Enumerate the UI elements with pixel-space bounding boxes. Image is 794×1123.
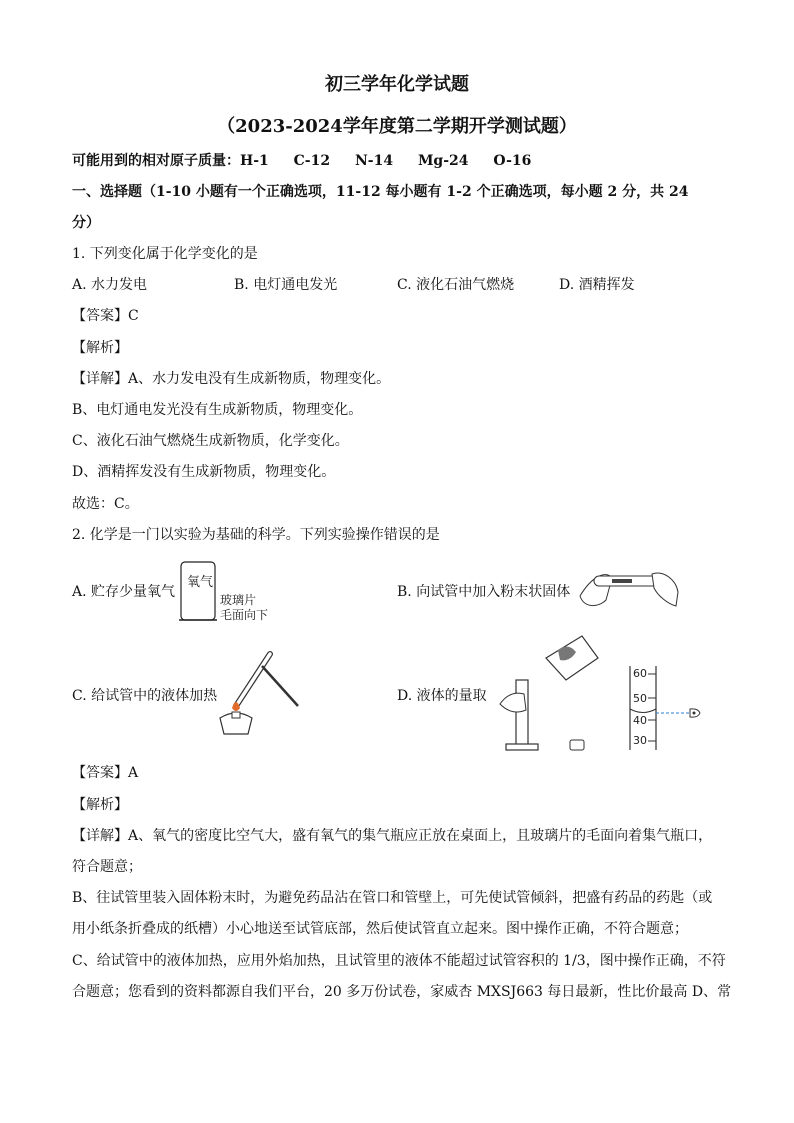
q2-option-c: C. 给试管中的液体加热	[72, 688, 218, 704]
gas-bottle-figure	[176, 556, 286, 628]
atomic-mass-line	[72, 151, 531, 171]
q2-analysis: 【解析】	[72, 797, 128, 813]
q2-detail-line: 符合题意；	[72, 859, 142, 875]
q1-detail-line: 故选：C。	[72, 496, 139, 512]
page-subtitle: （2023-2024学年度第二学期开学测试题）	[217, 116, 577, 137]
q1-option-c: C. 液化石油气燃烧	[397, 277, 515, 293]
question-1-stem: 1. 下列变化属于化学变化的是	[72, 246, 258, 262]
reagent-bottle-icon	[546, 636, 598, 680]
pouring-figure	[496, 632, 608, 756]
q1-option-b: B. 电灯通电发光	[234, 277, 338, 293]
gas-bottle-icon	[181, 562, 215, 620]
q2-detail-line: 用小纸条折叠成的纸槽）小心地送至试管底部，然后使试管直立起来。图中操作正确，不符合题意；	[72, 921, 688, 937]
q2-answer: 【答案】A	[72, 765, 139, 781]
rough-side-label: 毛面向下	[220, 608, 269, 622]
q2-detail-line: C、给试管中的液体加热，应用外焰加热，且试管里的液体不能超过试管容积的 1/3，图中操作正确，不符	[72, 953, 726, 969]
meniscus-icon	[630, 709, 656, 713]
q2-detail-line: 【详解】A、氧气的密度比空气大，盛有氧气的集气瓶应正放在桌面上，且玻璃片的毛面向着集气瓶口，	[72, 828, 713, 844]
graduated-cylinder-icon	[516, 680, 528, 746]
q2-detail-line: B、往试管里装入固体粉末时，为避免药品沾在管口和管壁上，可先使试管倾斜，把盛有药品的药匙（或	[72, 890, 713, 906]
atomic-mass-item: Mg-24	[417, 153, 469, 169]
scale-label: 60	[633, 667, 647, 680]
heating-figure	[210, 648, 304, 740]
right-hand-icon	[652, 573, 678, 606]
cylinder-scale-figure	[628, 664, 708, 754]
section-heading: 一、选择题（1-10 小题有一个正确选项，11-12 每小题有 1-2 个正确选项，每小题 2 分，共 24	[72, 184, 689, 200]
q1-detail-line: C、液化石油气燃烧生成新物质，化学变化。	[72, 433, 349, 449]
q1-detail-line: D、酒精挥发没有生成新物质，物理变化。	[72, 464, 336, 480]
atomic-mass-item: N-14	[354, 153, 394, 169]
page-title: 初三学年化学试题	[325, 74, 469, 95]
q1-option-d: D. 酒精挥发	[559, 277, 635, 293]
glass-plate-label: 玻璃片	[220, 593, 257, 607]
q1-analysis: 【解析】	[72, 340, 128, 356]
tube-holder-icon	[262, 666, 298, 706]
scale-label: 30	[633, 734, 647, 747]
q1-option-a: A. 水力发电	[72, 277, 148, 293]
q1-answer: 【答案】C	[72, 308, 139, 324]
atomic-mass-item: O-16	[493, 153, 532, 169]
q2-option-d: D. 液体的量取	[397, 688, 487, 704]
atomic-mass-item: C-12	[293, 153, 331, 169]
q2-detail-line: 合题意；您看到的资料都源自我们平台，20 多万份试卷，家威杏 MXSJ663 每日最新，性比价最高 D、常	[72, 984, 732, 1000]
stopper-icon	[570, 740, 584, 750]
scale-label: 40	[633, 714, 647, 727]
question-2-stem: 2. 化学是一门以实验为基础的科学。下列实验操作错误的是	[72, 527, 440, 543]
q2-option-a: A. 贮存少量氧气	[72, 584, 176, 600]
atomic-mass-item: H-1	[240, 153, 269, 169]
q2-option-b: B. 向试管中加入粉末状固体	[397, 584, 571, 600]
bottle-label: 氧气	[187, 575, 214, 590]
section-heading-cont: 分）	[72, 215, 100, 231]
powder-tube-figure	[572, 566, 686, 612]
q1-detail-line: B、电灯通电发光没有生成新物质，物理变化。	[72, 402, 363, 418]
scale-label: 50	[633, 692, 647, 705]
atomic-mass-label: 可能用到的相对原子质量：	[72, 153, 240, 169]
q1-detail-line: 【详解】A、水力发电没有生成新物质，物理变化。	[72, 371, 391, 387]
